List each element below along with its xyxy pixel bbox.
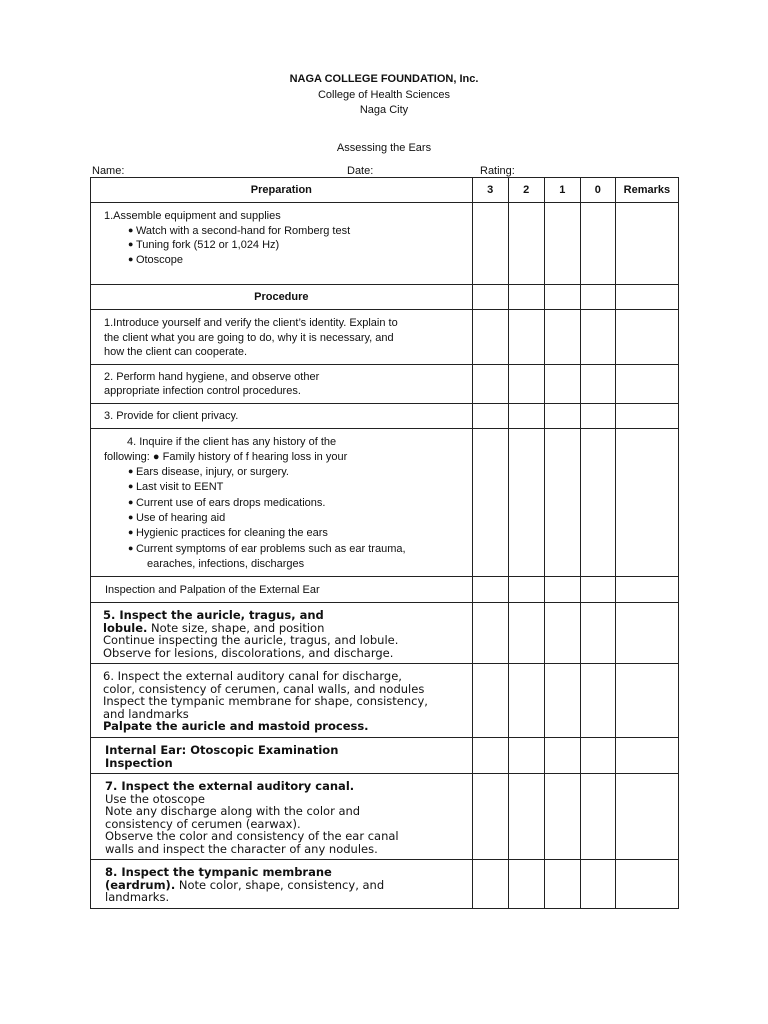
- score-cell-1[interactable]: [544, 428, 580, 577]
- score-cell-2[interactable]: [508, 603, 544, 664]
- step-line: appropriate infection control procedures.: [104, 385, 301, 397]
- score-cell-2[interactable]: [508, 310, 544, 365]
- step-line: Use the otoscope: [105, 791, 205, 806]
- section-label: [91, 738, 473, 774]
- step-line: lobule. Note size, shape, and position: [103, 620, 325, 635]
- score-cell-2[interactable]: [508, 738, 544, 774]
- score-cell-0[interactable]: [580, 203, 615, 285]
- score-cell-0[interactable]: [580, 577, 615, 603]
- table-header-row: [91, 178, 679, 203]
- score-cell-1[interactable]: [544, 403, 580, 428]
- score-cell-3[interactable]: [472, 738, 508, 774]
- step-line: landmarks.: [105, 890, 170, 905]
- score-cell-1[interactable]: [544, 285, 580, 310]
- remarks-cell[interactable]: [615, 428, 678, 577]
- remarks-cell[interactable]: [615, 664, 678, 738]
- score-cell-2[interactable]: [508, 403, 544, 428]
- table-row: [91, 774, 679, 860]
- form-title: Assessing the Ears: [336, 142, 432, 154]
- step-line: Palpate the auricle and mastoid process.: [103, 719, 369, 734]
- row-text: [91, 403, 473, 428]
- section-row-internal-ear: [91, 738, 679, 774]
- header-score-0: 0: [580, 178, 615, 203]
- section-label: Inspection and Palpation of the External Ear: [91, 577, 473, 603]
- step-line: 8. Inspect the tympanic membrane: [105, 865, 332, 880]
- step-line: Internal Ear: Otoscopic Examination: [105, 743, 339, 758]
- step-line: 6. Inspect the external auditory canal for discharge,: [103, 669, 402, 684]
- list-item: ● Current use of ears drops medications.: [104, 496, 464, 511]
- step-line: color, consistency of cerumen, canal walls, and nodules: [103, 681, 425, 696]
- score-cell-3[interactable]: [472, 664, 508, 738]
- step-line: Continue inspecting the auricle, tragus, and lobule.: [103, 633, 399, 648]
- rating-label: Rating:: [480, 165, 515, 177]
- remarks-cell[interactable]: [615, 364, 678, 403]
- score-cell-1[interactable]: [544, 310, 580, 365]
- score-cell-0[interactable]: [580, 364, 615, 403]
- step-line: following: ● Family history of f hearing loss in your: [104, 450, 348, 463]
- list-item: ● Current symptoms of ear problems such as ear trauma,: [104, 542, 464, 557]
- step-line: 1.Introduce yourself and verify the client’s identity. Explain to: [104, 317, 398, 329]
- score-cell-3[interactable]: [472, 285, 508, 310]
- score-cell-1[interactable]: [544, 203, 580, 285]
- section-row-procedure: [91, 285, 679, 310]
- row-text: [91, 860, 473, 909]
- score-cell-0[interactable]: [580, 403, 615, 428]
- step-line: 2. Perform hand hygiene, and observe other: [104, 370, 320, 383]
- remarks-cell[interactable]: [615, 860, 678, 909]
- list-item: ● Last visit to EENT: [104, 480, 464, 495]
- row-text: [91, 774, 473, 860]
- table-row: [91, 860, 679, 909]
- city-name: Naga City: [359, 104, 409, 116]
- step-line: Note any discharge along with the color and: [105, 804, 361, 819]
- score-cell-0[interactable]: [580, 285, 615, 310]
- assessment-checklist-table: [90, 177, 679, 909]
- score-cell-3[interactable]: [472, 203, 508, 285]
- score-cell-2[interactable]: [508, 774, 544, 860]
- score-cell-2[interactable]: [508, 664, 544, 738]
- score-cell-1[interactable]: [544, 860, 580, 909]
- list-item: ● Watch with a second-hand for Romberg test: [104, 224, 464, 239]
- row-text: [91, 364, 473, 403]
- step-line: (eardrum). Note color, shape, consistency, and: [105, 877, 385, 892]
- header-remarks: Remarks: [615, 178, 678, 203]
- step-line: how the client can cooperate.: [104, 346, 248, 358]
- remarks-cell[interactable]: [615, 310, 678, 365]
- list-item: ● Hygienic practices for cleaning the ears: [104, 526, 464, 541]
- step-line: earaches, infections, discharges: [147, 557, 305, 570]
- score-cell-1[interactable]: [544, 603, 580, 664]
- score-cell-3[interactable]: [472, 860, 508, 909]
- header-score-1: 1: [544, 178, 580, 203]
- table-row: [91, 403, 679, 428]
- step-line: consistency of cerumen (earwax).: [105, 816, 301, 831]
- prep-title: 1.Assemble equipment and supplies: [104, 210, 281, 222]
- remarks-cell[interactable]: [615, 285, 678, 310]
- score-cell-0[interactable]: [580, 774, 615, 860]
- table-row: [91, 664, 679, 738]
- step-line: Inspection: [105, 755, 173, 770]
- score-cell-3[interactable]: [472, 603, 508, 664]
- name-label: Name:: [92, 165, 125, 177]
- score-cell-2[interactable]: [508, 203, 544, 285]
- score-cell-2[interactable]: [508, 364, 544, 403]
- step-line: and landmarks: [103, 706, 189, 721]
- step-line: the client what you are going to do, why it is necessary, and: [104, 331, 394, 344]
- step-line: Observe for lesions, discolorations, and discharge.: [103, 645, 394, 660]
- step-line: 3. Provide for client privacy.: [104, 409, 239, 422]
- score-cell-0[interactable]: [580, 428, 615, 577]
- step-line: 4. Inquire if the client has any history of the: [127, 435, 337, 448]
- score-cell-0[interactable]: [580, 664, 615, 738]
- score-cell-3[interactable]: [472, 428, 508, 577]
- score-cell-1[interactable]: [544, 664, 580, 738]
- step-line: 7. Inspect the external auditory canal.: [105, 779, 355, 794]
- header-preparation: Preparation: [91, 178, 473, 203]
- score-cell-2[interactable]: [508, 428, 544, 577]
- list-item: ● Otoscope: [104, 253, 464, 268]
- score-cell-3[interactable]: [472, 364, 508, 403]
- step-line: Observe the color and consistency of the ear canal: [105, 829, 399, 844]
- score-cell-3[interactable]: [472, 403, 508, 428]
- score-cell-3[interactable]: [472, 774, 508, 860]
- remarks-cell[interactable]: [615, 603, 678, 664]
- score-cell-3[interactable]: [472, 310, 508, 365]
- score-cell-2[interactable]: [508, 577, 544, 603]
- remarks-cell[interactable]: [615, 774, 678, 860]
- remarks-cell[interactable]: [615, 403, 678, 428]
- list-item: ● Tuning fork (512 or 1,024 Hz): [104, 238, 464, 253]
- row-text: [91, 203, 473, 285]
- table-row: [91, 203, 679, 285]
- list-item: ● Use of hearing aid: [104, 511, 464, 526]
- score-cell-0[interactable]: [580, 738, 615, 774]
- row-text: [91, 310, 473, 365]
- institution-name: NAGA COLLEGE FOUNDATION, Inc.: [289, 73, 479, 85]
- step-line: walls and inspect the character of any nodules.: [105, 841, 378, 856]
- row-text: [91, 664, 473, 738]
- table-row: [91, 310, 679, 365]
- score-cell-0[interactable]: [580, 310, 615, 365]
- table-row: [91, 603, 679, 664]
- remarks-cell[interactable]: [615, 203, 678, 285]
- step-line: 5. Inspect the auricle, tragus, and: [103, 608, 324, 623]
- score-cell-1[interactable]: [544, 364, 580, 403]
- section-label: Procedure: [91, 285, 473, 310]
- step-line: Inspect the tympanic membrane for shape, consistency,: [103, 694, 428, 709]
- score-cell-2[interactable]: [508, 285, 544, 310]
- date-label: Date:: [347, 165, 374, 177]
- row-text: [91, 428, 473, 577]
- header-score-3: 3: [472, 178, 508, 203]
- college-name: College of Health Sciences: [317, 89, 451, 101]
- header-score-2: 2: [508, 178, 544, 203]
- remarks-cell[interactable]: [615, 577, 678, 603]
- section-row-external-ear: [91, 577, 679, 603]
- table-row: [91, 364, 679, 403]
- score-cell-0[interactable]: [580, 860, 615, 909]
- row-text: [91, 603, 473, 664]
- score-cell-0[interactable]: [580, 603, 615, 664]
- table-row: [91, 428, 679, 577]
- list-item: ● Ears disease, injury, or surgery.: [104, 465, 464, 480]
- remarks-cell[interactable]: [615, 738, 678, 774]
- score-cell-1[interactable]: [544, 738, 580, 774]
- score-cell-1[interactable]: [544, 577, 580, 603]
- score-cell-3[interactable]: [472, 577, 508, 603]
- score-cell-2[interactable]: [508, 860, 544, 909]
- score-cell-1[interactable]: [544, 774, 580, 860]
